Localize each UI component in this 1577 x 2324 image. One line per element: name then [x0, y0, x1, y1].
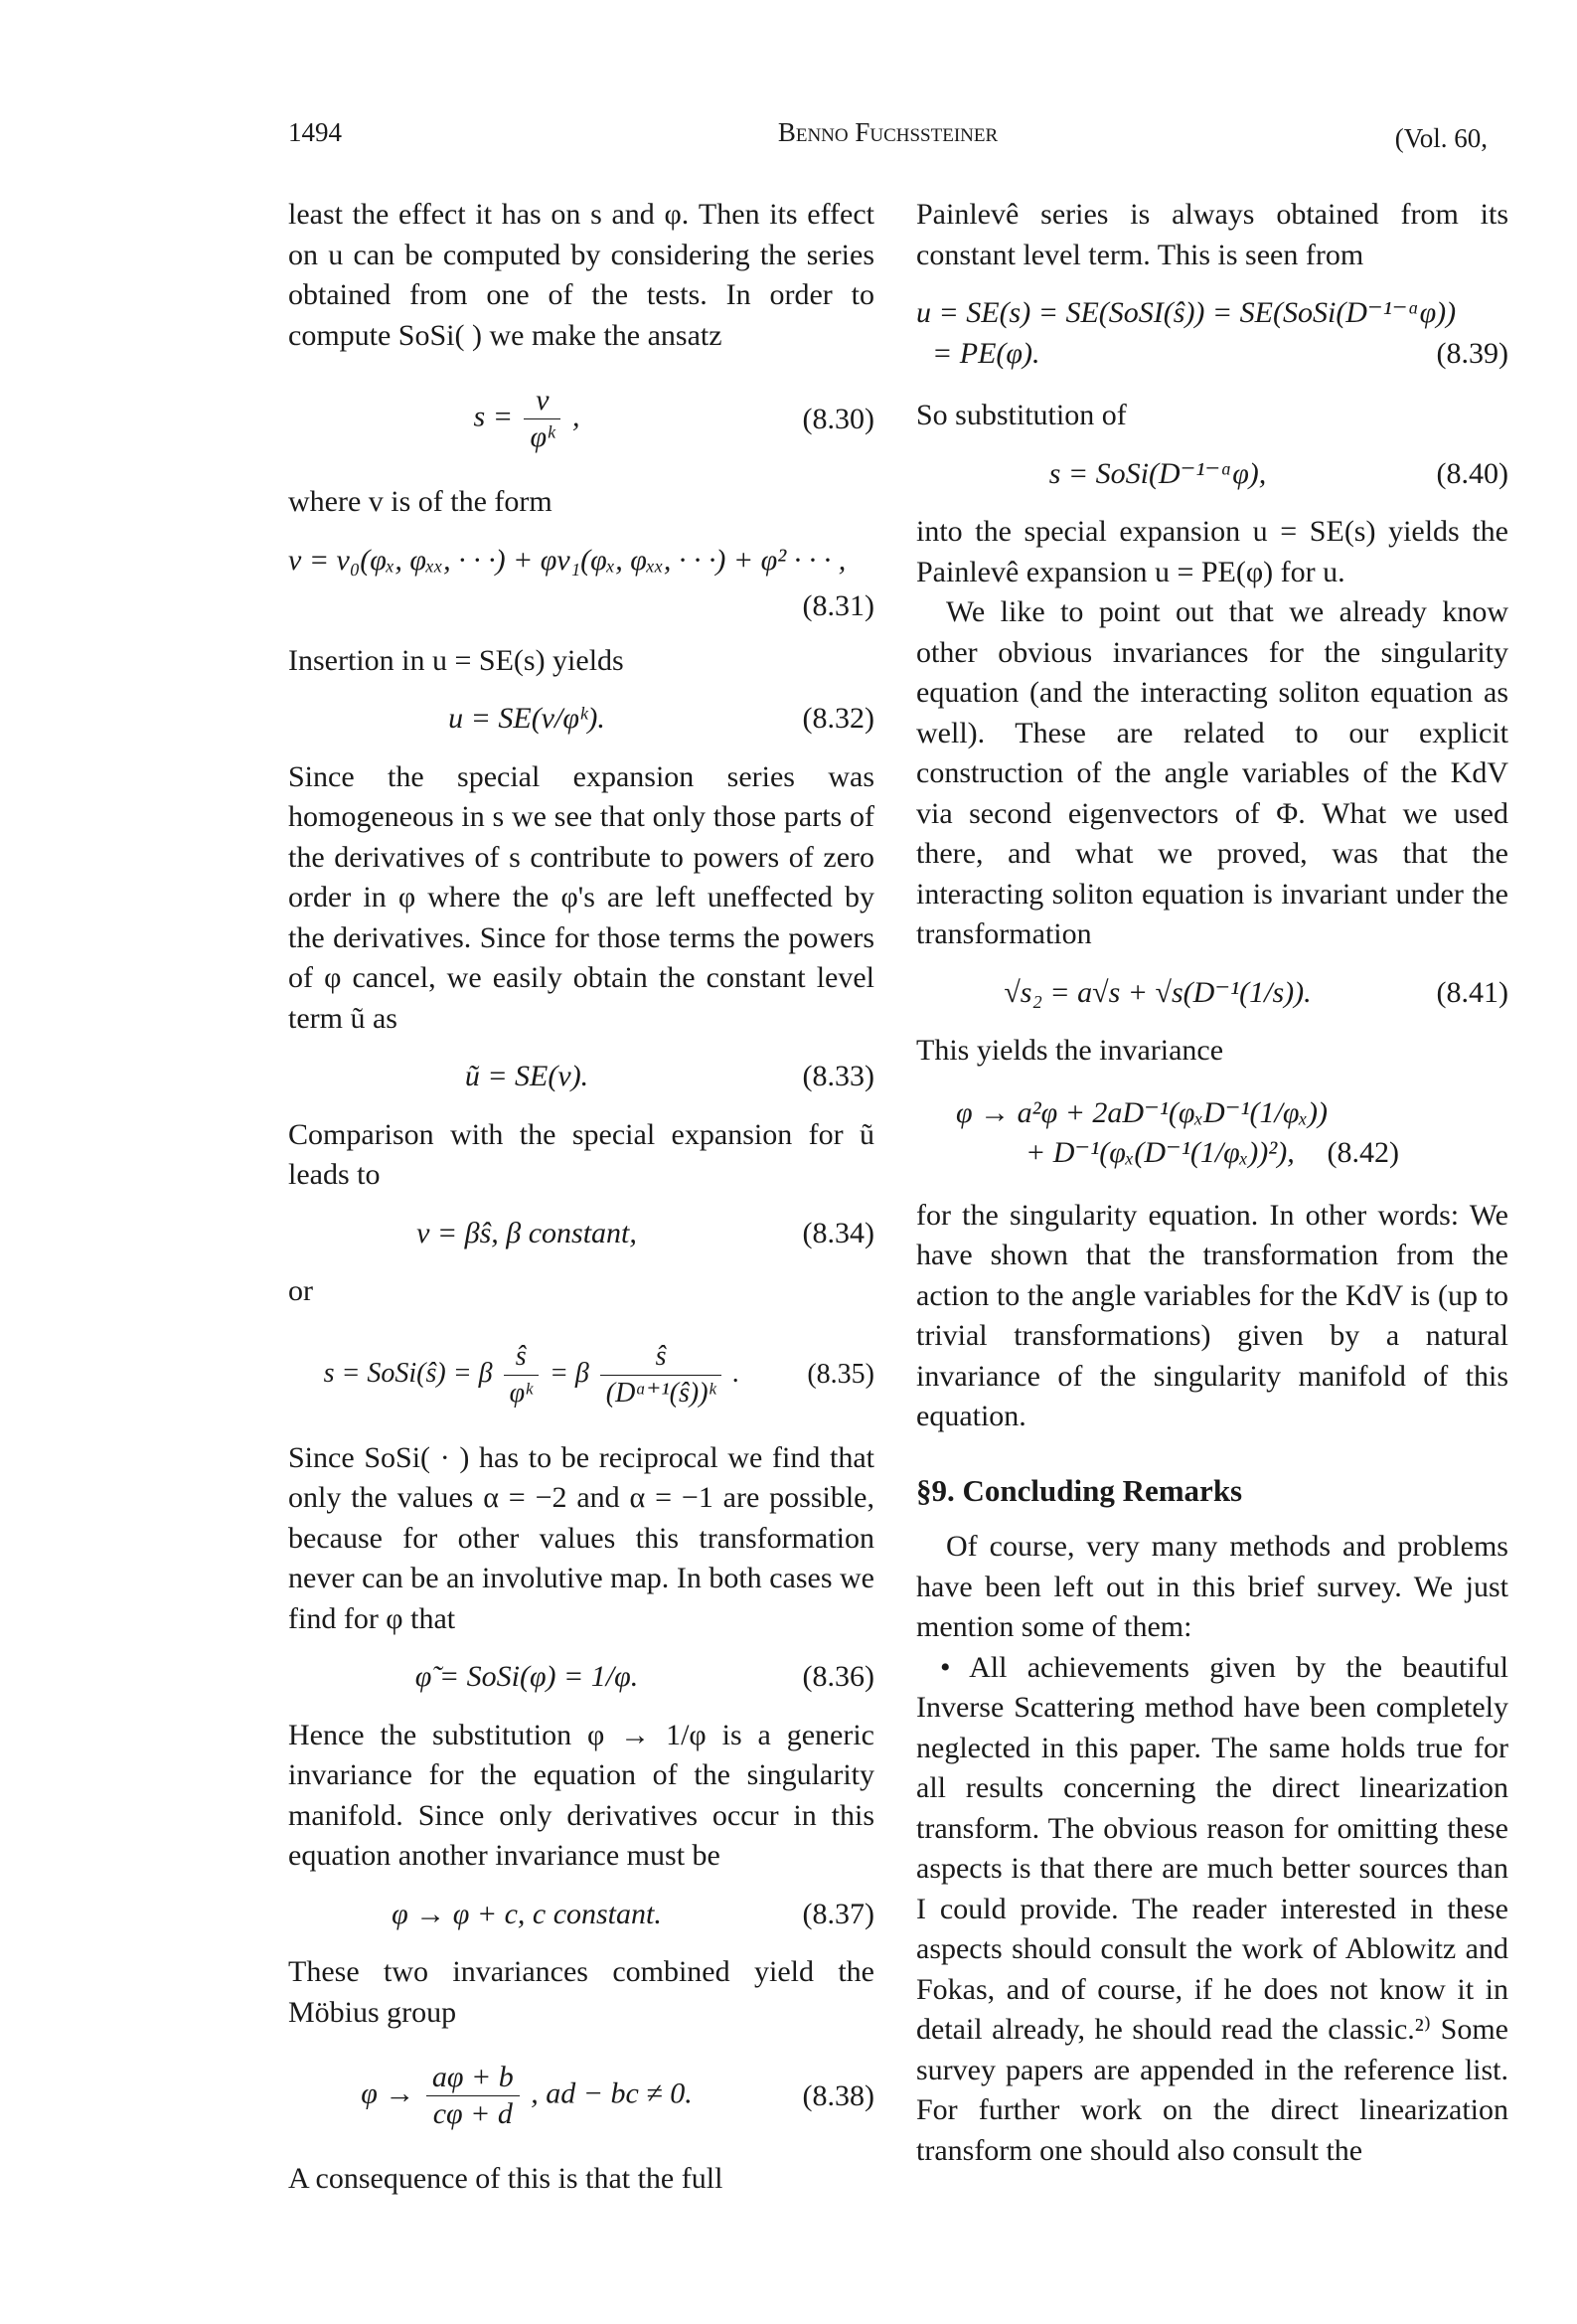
equation-number: (8.37)	[802, 1897, 874, 1930]
equation-number: (8.39)	[1436, 336, 1508, 370]
paragraph: Insertion in u = SE(s) yields	[288, 643, 624, 677]
equation-8-37	[288, 1895, 874, 1935]
eq-line: + D⁻¹(φₓ(D⁻¹(1/φₓ))²),	[1025, 1136, 1295, 1169]
eq-expression: √s₂ = a√s + √s(D⁻¹(1/s)).	[1004, 975, 1312, 1009]
eq-expression: φ̃ = SoSi(φ) = 1/φ.	[414, 1660, 639, 1693]
fraction-numerator: v	[524, 384, 560, 419]
paragraph: least the effect it has on s and φ. Then its effect on u can be computed by considering the series obtained from one of the tests. In order to compute SoSi( ) we make the ansatz	[288, 198, 874, 352]
equation-8-36	[288, 1657, 874, 1698]
eq-expression: v = βŝ, β constant,	[416, 1216, 637, 1249]
eq-expression: ũ = SE(v).	[464, 1060, 589, 1092]
running-author: Benno Fuchssteiner	[777, 117, 999, 147]
equation-8-41	[916, 973, 1508, 1014]
eq-expression: s = SoSi(D⁻¹⁻ᵅφ),	[1048, 456, 1267, 490]
paragraph: Comparison with the special expansion for ũ leads to	[288, 1117, 874, 1191]
eq-line: φ → a²φ + 2aD⁻¹(φₓD⁻¹(1/φₓ))	[956, 1095, 1328, 1129]
equation-8-33	[288, 1057, 874, 1097]
fraction-denominator: φᵏ	[509, 1377, 533, 1409]
fraction-numerator: aφ + b	[426, 2061, 520, 2096]
fraction	[600, 1340, 722, 1411]
paragraph: Hence the substitution φ → 1/φ is a generic invariance for the equation of the singularity manifold. Since only derivatives occur in this equation another invariance must be	[288, 1718, 874, 1872]
eq-expression: φ → φ + c, c constant.	[392, 1897, 662, 1930]
paragraph: Since the special expansion series was homogeneous in s we see that only those parts of the derivatives of s contribute to powers of zero order in φ where the φ's are left uneffected by the derivatives. Since for those terms the powers of φ cancel, we easily obtain the constant level term ũ as	[288, 759, 874, 1035]
fraction-numerator: ŝ	[504, 1340, 539, 1376]
equation-number: (8.41)	[1436, 975, 1508, 1009]
page-number: 1494	[288, 117, 342, 147]
equation-8-31-number-row	[288, 586, 874, 627]
paragraph: or	[288, 1274, 313, 1307]
paragraph: We like to point out that we already know other obvious invariances for the singularity equation (and the interacting soliton equation as well). These are related to our explicit construction of the angle variables of the KdV via second eigenvectors of Φ. What we used there, and what we proved, was that the interacting soliton equation is invariant under the transformation	[916, 595, 1508, 950]
equation-number: (8.38)	[802, 2078, 874, 2112]
equation-8-42	[916, 1093, 1508, 1174]
eq-lhs: s = SoSi(ŝ) = β	[323, 1357, 493, 1389]
equation-8-31	[288, 541, 874, 581]
eq-line: = PE(φ).	[932, 336, 1040, 370]
eq-expression: u = SE(v/φᵏ).	[448, 702, 605, 735]
eq-tail: ,	[571, 400, 580, 433]
equation-number: (8.40)	[1436, 456, 1508, 490]
equation-8-40	[916, 454, 1508, 495]
fraction-denominator: φᵏ	[530, 420, 555, 453]
fraction-denominator: cφ + d	[432, 2097, 513, 2130]
equation-number: (8.35)	[807, 1358, 874, 1390]
paragraph: Since SoSi( · ) has to be reciprocal we find that only the values α = −2 and α = −1 are possible, because for other values this transformation never can be an involutive map. In both cases we find for φ that	[288, 1440, 874, 1635]
paragraph: Of course, very many methods and problems have been left out in this brief survey. We just mention some of them:	[916, 1530, 1508, 1643]
running-header	[288, 117, 1488, 157]
paragraph: This yields the invariance	[916, 1034, 1224, 1067]
equation-number: (8.31)	[802, 589, 874, 622]
eq-expression: v = v₀(φₓ, φₓₓ, · · ·) + φv₁(φₓ, φₓₓ, · · ·) + φ² · · · ,	[288, 543, 847, 577]
eq-lhs: s =	[473, 400, 513, 433]
section-heading: §9. Concluding Remarks	[916, 1472, 1243, 1508]
fraction-numerator: ŝ	[600, 1340, 722, 1376]
equation-8-39	[916, 293, 1508, 374]
paragraph: into the special expansion u = SE(s) yields the Painlevê expansion u = PE(φ) for u.	[916, 515, 1508, 588]
equation-8-32	[288, 699, 874, 740]
paragraph: So substitution of	[916, 399, 1127, 431]
equation-8-38	[288, 2061, 874, 2131]
paragraph: A consequence of this is that the full	[288, 2162, 723, 2195]
volume-label: (Vol. 60,	[1394, 123, 1488, 153]
equation-number: (8.30)	[802, 402, 874, 435]
equation-8-34	[288, 1214, 874, 1254]
bullet-item: • All achievements given by the beautiful Inverse Scattering method have been completely neglected in this paper. The same holds true for all results concerning the direct linearization transform. The obvious reason for omitting these aspects is that there are much better sources than I could provide. The reader interested in these aspects should consult the work of Ablowitz and Fokas, and of course, if he does not know it in detail already, he should read the classic.²⁾ Some survey papers are appended in the reference list. For further work on the direct linearization transform one should also consult the	[916, 1650, 1508, 2167]
fraction	[524, 384, 560, 454]
right-column	[916, 195, 1508, 2171]
eq-line: u = SE(s) = SE(SoSI(ŝ)) = SE(SoSi(D⁻¹⁻ᵅφ))	[916, 296, 1457, 329]
fraction	[426, 2061, 520, 2131]
left-column	[288, 195, 874, 2200]
equation-number: (8.36)	[802, 1660, 874, 1693]
eq-tail: , ad − bc ≠ 0.	[531, 2076, 693, 2110]
paragraph: Painlevê series is always obtained from its constant level term. This is seen from	[916, 198, 1508, 271]
equation-number: (8.33)	[802, 1060, 874, 1092]
paragraph: where v is of the form	[288, 485, 552, 518]
paragraph: These two invariances combined yield the Möbius group	[288, 1955, 874, 2029]
equation-number: (8.32)	[802, 702, 874, 735]
eq-tail: .	[732, 1357, 740, 1389]
equation-number: (8.42)	[1327, 1136, 1399, 1169]
equation-number: (8.34)	[802, 1216, 874, 1249]
equation-8-35	[288, 1340, 874, 1411]
fraction-denominator: (Dᵅ⁺¹(ŝ))ᵏ	[605, 1377, 716, 1409]
eq-lhs: φ →	[361, 2076, 415, 2110]
fraction	[504, 1340, 539, 1411]
paragraph: for the singularity equation. In other words: We have shown that the transformation from the action to the angle variables for the KdV is (up to trivial transformations) given by a natural invariance of the singularity manifold of this equation.	[916, 1198, 1508, 1432]
equation-8-30	[288, 384, 874, 454]
eq-mid: = β	[549, 1357, 589, 1389]
